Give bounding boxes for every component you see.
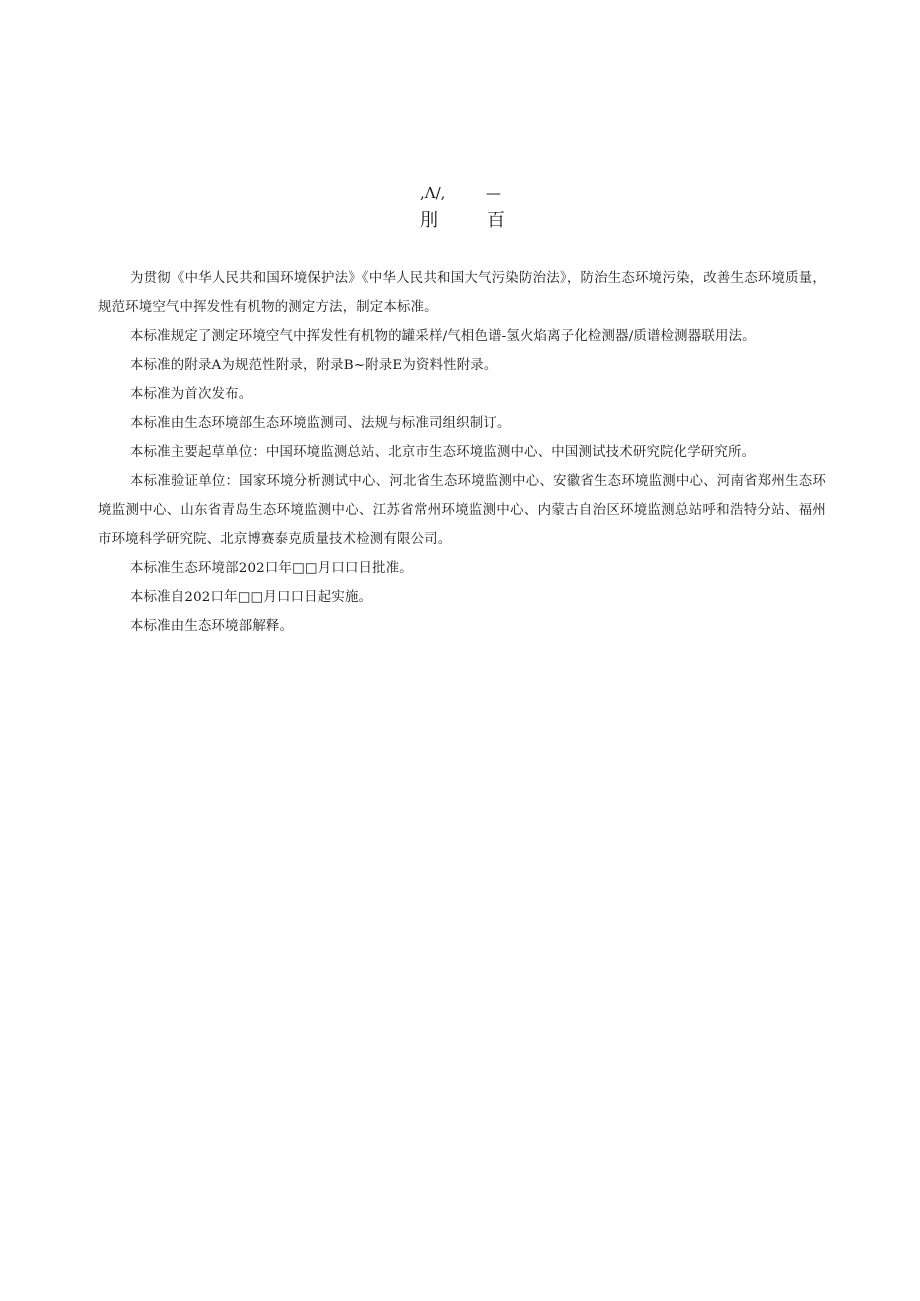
paragraph-verification-units: 本标准验证单位：国家环境分析测试中心、河北省生态环境监测中心、安徽省生态环境监测中心、河南省郑州生态环境监测中心、山东省青岛生态环境监测中心、江苏省常州环境监测中心、内蒙古自治区环境监测总站呼和浩特分站、福州市环境科学研究院、北京博赛泰克质量技术检测有限公司。 (98, 474, 826, 547)
paragraph-interpretation: 本标准由生态环境部解释。 (130, 619, 294, 634)
paragraph-approval: 本标准生态环境部202口年□□月口口日批准。 (130, 561, 413, 576)
paragraph-scope: 本标准规定了测定环境空气中挥发性有机物的罐采样/气相色谱-氢火焰离子化检测器/质谱检测器联用法。 (130, 329, 756, 344)
paragraph-appendix: 本标准的附录A为规范性附录，附录B~附录E为资料性附录。 (130, 358, 498, 373)
paragraph-first-release: 本标准为首次发布。 (130, 387, 253, 402)
page-title-right: 百 (487, 210, 505, 231)
paragraph-drafting-units: 本标准主要起草单位：中国环境监测总站、北京市生态环境监测中心、中国测试技术研究院化学研究所。 (130, 445, 756, 460)
paragraph-organizer: 本标准由生态环境部生态环境监测司、法规与标准司组织制订。 (130, 416, 511, 431)
paragraph-purpose: 为贯彻《中华人民共和国环境保护法》《中华人民共和国大气污染防治法》，防治生态环境污染，改善生态环境质量，规范环境空气中挥发性有机物的测定方法，制定本标准。 (98, 271, 826, 315)
page-title (0, 206, 920, 232)
heading-top-line (0, 184, 920, 204)
body-text (98, 264, 826, 641)
heading-top-left: ,Λ/, (420, 184, 446, 202)
page-title-left: 刖 (420, 210, 438, 231)
paragraph-implementation: 本标准自202口年□□月口口日起实施。 (130, 590, 373, 605)
heading-top-right: — (486, 184, 501, 202)
